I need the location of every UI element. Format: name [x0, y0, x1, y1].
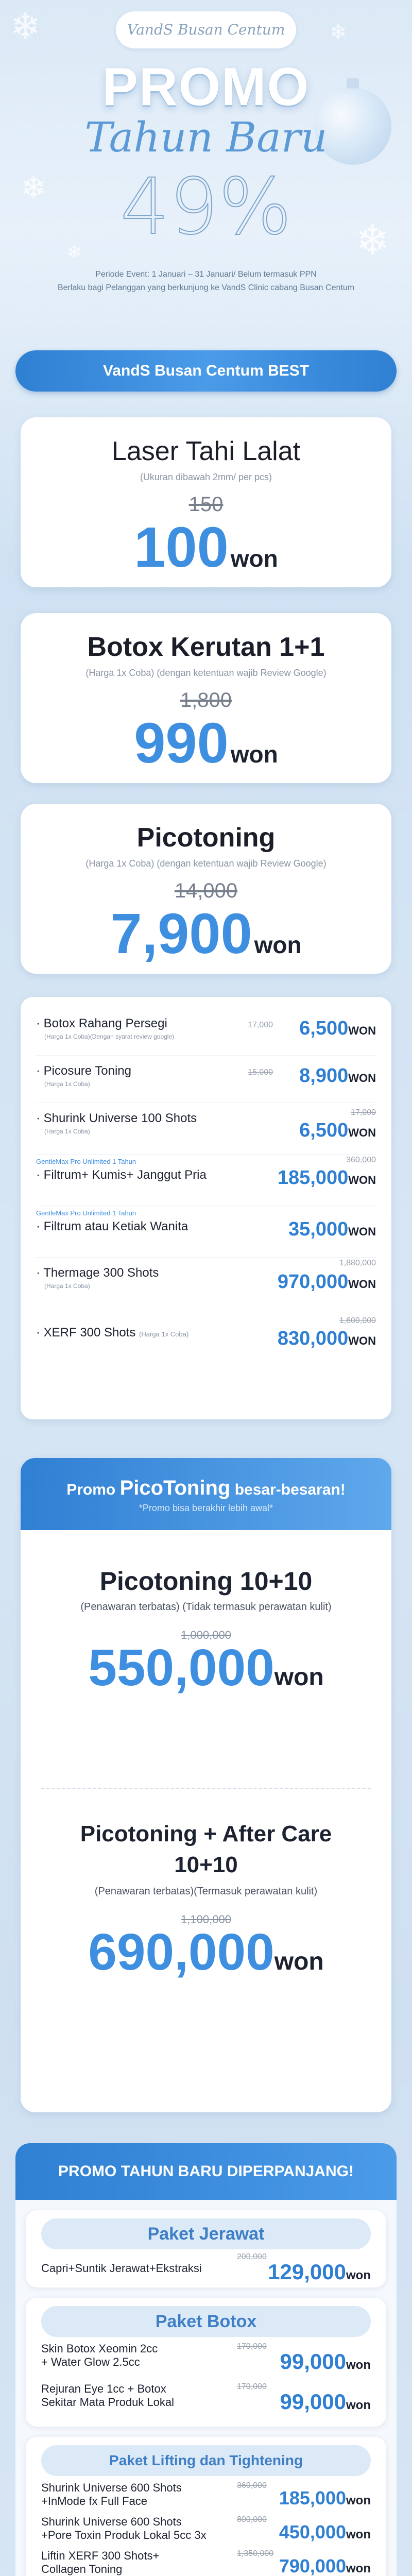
- old-price: 1,880,000: [339, 1259, 376, 1267]
- item-price: [299, 1120, 376, 1142]
- currency: won: [254, 931, 302, 958]
- item-name: · Thermage 300 Shots: [36, 1266, 159, 1280]
- package-row[interactable]: [41, 2252, 371, 2284]
- picotoning-heading: [21, 1477, 391, 1500]
- row-name: Liftin XERF 300 Shots+: [41, 2549, 160, 2562]
- period-line: Periode Event: 1 Januari – 31 Januari/ Belum termasuk PPN: [95, 270, 317, 279]
- row-name-line2: Sekitar Mata Produk Lokal: [41, 2396, 175, 2409]
- item-name: [36, 1326, 188, 1340]
- price-value: 970,000: [277, 1271, 349, 1293]
- promo-list: [21, 997, 391, 1419]
- list-item[interactable]: [36, 1206, 376, 1258]
- price-value: 7,900: [110, 902, 252, 965]
- row-price: [280, 2389, 371, 2414]
- picotoning-note: *Promo bisa berakhir lebih awal*: [139, 1503, 273, 1513]
- divider: [41, 1788, 371, 1789]
- item-name: · Botox Rahang Persegi: [36, 1016, 167, 1030]
- row-name-line2: Collagen Toning: [41, 2563, 123, 2575]
- best-card-botox[interactable]: [21, 613, 391, 783]
- picotoning-offer[interactable]: [21, 1566, 391, 1697]
- currency: won: [274, 1664, 324, 1691]
- price-value: 790,000: [279, 2555, 346, 2576]
- list-item[interactable]: [36, 1155, 376, 1206]
- item-label: · XERF 300 Shots: [36, 1326, 136, 1340]
- offer-note: (Penawaran terbatas)(Termasuk perawatan kulit): [94, 1886, 318, 1897]
- list-item[interactable]: [36, 1315, 376, 1367]
- item-price: [278, 1167, 376, 1189]
- old-price: 200,000: [237, 2252, 267, 2261]
- row-name: Rejuran Eye 1cc + Botox: [41, 2382, 166, 2395]
- discount-percent: 49%: [120, 162, 292, 252]
- package-row[interactable]: [41, 2515, 371, 2549]
- snowflake-icon: ❄: [330, 21, 347, 44]
- offer-price: [21, 1639, 391, 1697]
- item-price: [278, 1328, 376, 1350]
- old-price: 1,800: [180, 689, 232, 711]
- card-title: Picotoning: [136, 823, 276, 853]
- promo-title: PROMO: [102, 57, 310, 117]
- best-banner: VandS Busan Centum BEST: [15, 350, 397, 392]
- price-value: 185,000: [279, 2487, 346, 2509]
- item-note: (Harga 1x Coba): [139, 1330, 189, 1338]
- picotoning-aftercare-offer[interactable]: [21, 1819, 391, 1981]
- package-title: Paket Lifting dan Tightening: [41, 2445, 371, 2476]
- list-item[interactable]: [36, 1103, 376, 1155]
- item-sub: (Harga 1x Coba): [44, 1128, 90, 1135]
- package-title: Paket Jerawat: [41, 2218, 371, 2249]
- item-name: · Filtrum+ Kumis+ Janggut Pria: [36, 1168, 207, 1182]
- package-row[interactable]: [41, 2342, 371, 2382]
- picotoning-header: [21, 1458, 391, 1530]
- item-tag: GentleMax Pro Unlimited 1 Tahun: [36, 1158, 136, 1165]
- old-price: 17,000: [351, 1108, 376, 1117]
- price-value: 550,000: [88, 1639, 274, 1697]
- currency: WON: [348, 1278, 376, 1291]
- price-value: 6,500: [299, 1120, 349, 1141]
- item-sub: (Harga 1x Coba)(Dengan syarat review google): [44, 1033, 175, 1040]
- list-item[interactable]: [36, 1258, 376, 1315]
- row-price: [279, 2521, 371, 2543]
- card-subtitle: (Ukuran dibawah 2mm/ per pcs): [140, 472, 272, 482]
- old-price: 170,000: [237, 2382, 267, 2391]
- currency: WON: [348, 1126, 376, 1139]
- row-price: [268, 2260, 371, 2284]
- row-price: [280, 2349, 371, 2374]
- row-name: Shurink Universe 600 Shots: [41, 2481, 182, 2494]
- item-price: [278, 1271, 376, 1293]
- currency: won: [230, 545, 278, 572]
- currency: won: [346, 2358, 371, 2372]
- picotoning-promo: [21, 1458, 391, 2112]
- currency: WON: [348, 1334, 376, 1347]
- item-name: · Shurink Universe 100 Shots: [36, 1111, 197, 1125]
- item-sub: (Harga 1x Coba): [44, 1282, 90, 1290]
- currency: WON: [348, 1174, 376, 1187]
- row-name: Skin Botox Xeomin 2cc: [41, 2342, 158, 2355]
- price-value: 8,900: [299, 1065, 349, 1087]
- row-name: Capri+Suntik Jerawat+Ekstraksi: [41, 2262, 202, 2275]
- price-value: 690,000: [88, 1923, 274, 1981]
- currency: won: [346, 2562, 371, 2575]
- old-price: 17,000: [248, 1021, 273, 1029]
- heading-part: PicoToning: [119, 1477, 231, 1499]
- price-value: 129,000: [268, 2260, 346, 2284]
- package-title: Paket Botox: [41, 2306, 371, 2337]
- offer-note: (Penawaran terbatas) (Tidak termasuk perawatan kulit): [80, 1601, 332, 1613]
- offer-title: Picotoning 10+10: [99, 1567, 313, 1596]
- package-botox: [26, 2298, 386, 2427]
- offer-title-line2: 10+10: [174, 1852, 238, 1877]
- offer-title: Picotoning + After Care: [80, 1821, 332, 1846]
- item-price: [299, 1018, 376, 1040]
- price-value: 990: [134, 711, 229, 775]
- currency: won: [346, 2268, 371, 2282]
- old-price: 1,600,000: [339, 1316, 376, 1325]
- row-name-line2: + Water Glow 2.5cc: [41, 2355, 140, 2368]
- promo-price: [21, 711, 391, 775]
- old-price: 150: [188, 493, 224, 516]
- hero: [0, 0, 412, 330]
- currency: won: [274, 1948, 324, 1975]
- card-subtitle: (Harga 1x Coba) (dengan ketentuan wajib Review Google): [85, 858, 327, 869]
- row-price: [279, 2555, 371, 2576]
- offer-price: [21, 1923, 391, 1981]
- list-item[interactable]: [36, 1056, 376, 1103]
- item-price: [299, 1065, 376, 1087]
- old-price: 14,000: [174, 879, 238, 902]
- best-card-picotoning[interactable]: [21, 804, 391, 974]
- tahun-baru-title: Tahun Baru: [84, 113, 328, 161]
- old-price: 360,000: [237, 2481, 267, 2490]
- price-value: 99,000: [280, 2389, 346, 2414]
- row-name-line2: +InMode fx Full Face: [41, 2495, 148, 2507]
- item-name: · Picosure Toning: [36, 1064, 131, 1078]
- list-item[interactable]: [36, 1008, 376, 1056]
- package-row[interactable]: [41, 2481, 371, 2515]
- price-value: 185,000: [277, 1167, 349, 1189]
- price-value: 99,000: [280, 2349, 346, 2374]
- old-price: 800,000: [237, 2515, 267, 2524]
- package-lifting: [26, 2437, 386, 2576]
- package-row[interactable]: [41, 2382, 371, 2422]
- item-sub: (Harga 1x Coba): [44, 1080, 90, 1088]
- old-price: 1,000,000: [181, 1629, 231, 1641]
- heading-part: besar-besaran!: [230, 1481, 346, 1498]
- snowflake-icon: ❄: [355, 216, 390, 264]
- extended-promo: [15, 2143, 397, 2576]
- eligibility-line: Berlaku bagi Pelanggan yang berkunjung ke VandS Clinic cabang Busan Centum: [57, 283, 355, 292]
- old-price: 360,000: [346, 1156, 376, 1164]
- best-card-laser[interactable]: [21, 417, 391, 587]
- currency: WON: [348, 1225, 376, 1238]
- snowflake-icon: ❄: [67, 242, 82, 263]
- extended-header: PROMO TAHUN BARU DIPERPANJANG!: [15, 2143, 397, 2200]
- card-subtitle: (Harga 1x Coba) (dengan ketentuan wajib Review Google): [85, 668, 327, 678]
- promo-price: [21, 516, 391, 579]
- old-price: 1,350,000: [237, 2549, 274, 2558]
- price-value: 100: [134, 516, 229, 579]
- package-jerawat: [26, 2210, 386, 2287]
- snowflake-icon: ❄: [21, 170, 47, 206]
- row-price: [279, 2487, 371, 2509]
- old-price: 1,100,000: [181, 1913, 231, 1926]
- price-value: 6,500: [299, 1018, 349, 1039]
- currency: won: [346, 2494, 371, 2507]
- currency: WON: [348, 1072, 376, 1084]
- old-price: 170,000: [237, 2342, 267, 2351]
- heading-part: Promo: [66, 1481, 120, 1498]
- card-title: Laser Tahi Lalat: [111, 436, 301, 466]
- currency: won: [346, 2398, 371, 2412]
- snowflake-icon: ❄: [10, 5, 41, 47]
- card-title: Botox Kerutan 1+1: [87, 632, 325, 662]
- row-name-line2: +Pore Toxin Produk Lokal 5cc 3x: [41, 2529, 207, 2541]
- currency: won: [230, 741, 278, 768]
- brand-title: VandS Busan Centum: [116, 11, 296, 48]
- price-value: 450,000: [279, 2521, 346, 2543]
- package-row[interactable]: [41, 2549, 371, 2576]
- price-value: 35,000: [288, 1218, 349, 1240]
- row-name: Shurink Universe 600 Shots: [41, 2515, 182, 2528]
- promo-price: [21, 902, 391, 965]
- item-price: [288, 1218, 376, 1241]
- price-value: 830,000: [277, 1328, 349, 1349]
- item-tag: GentleMax Pro Unlimited 1 Tahun: [36, 1209, 136, 1217]
- old-price: 15,000: [248, 1068, 273, 1077]
- currency: won: [346, 2528, 371, 2541]
- period-text: [0, 268, 412, 295]
- currency: WON: [348, 1024, 376, 1037]
- item-name: · Filtrum atau Ketiak Wanita: [36, 1219, 188, 1233]
